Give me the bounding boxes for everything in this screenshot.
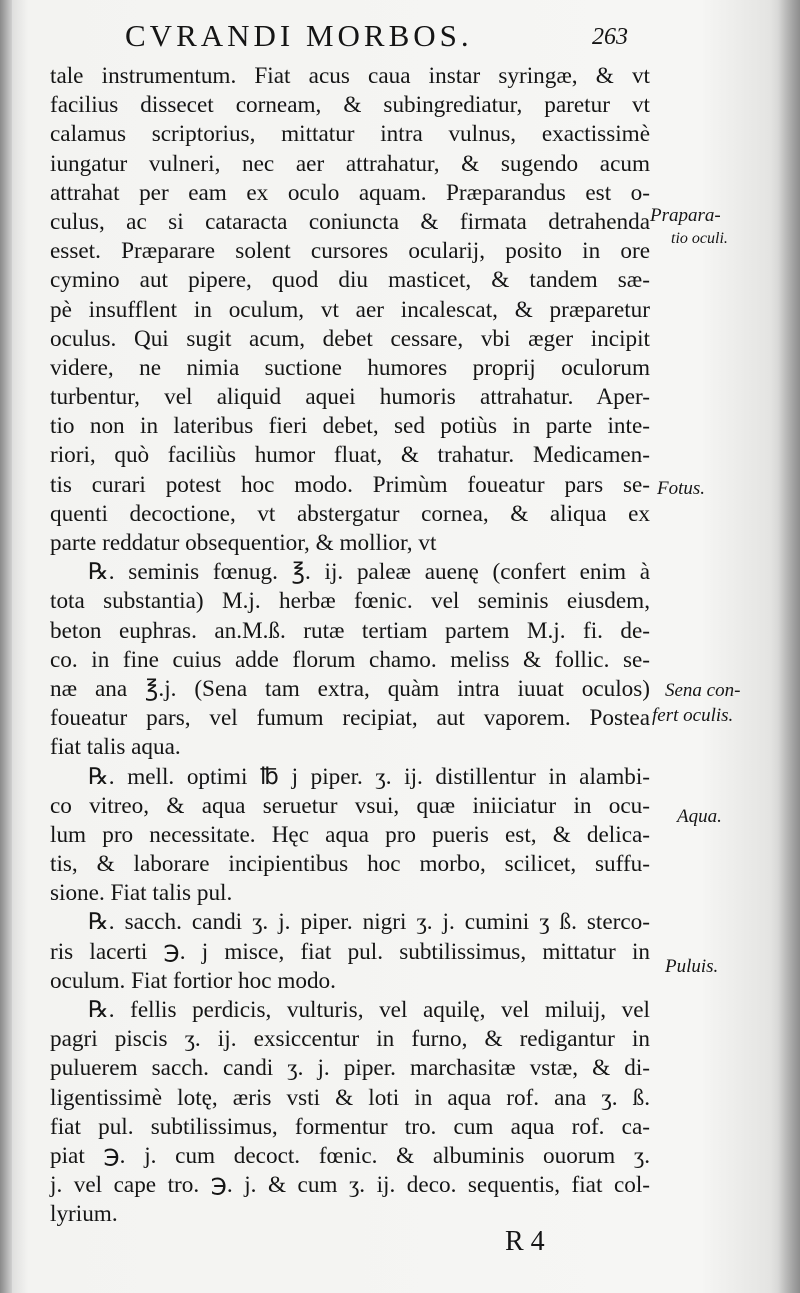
text-line: pè insufflent in oculum, vt aer incalescat, & præparetur <box>50 296 650 323</box>
recipe-line: ℞. seminis fœnug. ℥. ij. paleæ auenę (confert enim à <box>88 559 650 586</box>
text-line: co. in fine cuius adde florum chamo. meliss & follic. se- <box>50 646 650 673</box>
text-line: piat ℈. j. cum decoct. fœnic. & albuminis ouorum ʒ. <box>50 1142 650 1169</box>
text-line: tis, & laborare incipientibus hoc morbo, scilicet, suffu- <box>50 851 650 878</box>
text-line: quenti decoctione, vt abstergatur cornea, & aliqua ex <box>50 500 650 527</box>
text-line: puluerem sacch. candi ʒ. j. piper. marchasitæ vstæ, & di- <box>50 1055 650 1082</box>
page-edge-shadow <box>778 0 800 1293</box>
margin-note-aqua: Aqua. <box>677 806 722 827</box>
text-line: turbentur, vel aliquid aquei humoris attrahatur. Aper- <box>50 384 650 411</box>
page-header <box>0 18 800 58</box>
text-line: tis curari potest hoc modo. Primùm foueatur pars se- <box>50 471 650 498</box>
text-line: oculum. Fiat fortior hoc modo. <box>50 967 336 994</box>
text-line: pagri piscis ʒ. ij. exsiccentur in furno, & redigantur in <box>50 1026 650 1053</box>
page-gutter-shadow <box>0 0 12 1293</box>
text-line: tio non in lateribus fieri debet, sed potiùs in parte inte- <box>50 413 650 440</box>
page-number: 263 <box>592 24 628 50</box>
text-line: ris lacerti ℈. j misce, fiat pul. subtilissimus, mittatur in <box>50 938 650 965</box>
text-line: esset. Præparare solent cursores ocularij, posito in ore <box>50 238 650 265</box>
text-line: ligentissimè lotę, æris vsti & loti in aqua rof. ana ʒ. ß. <box>50 1084 650 1111</box>
text-line: riori, quò faciliùs humor fluat, & trahatur. Medicamen- <box>50 442 650 469</box>
text-line: culus, ac si cataracta coniuncta & firmata detrahenda <box>50 208 650 235</box>
recipe-line: ℞. fellis perdicis, vulturis, vel aquilę, vel miluij, vel <box>88 997 650 1023</box>
body-text <box>50 62 650 1230</box>
margin-note-sena-1: Sena con- <box>665 680 741 701</box>
text-line: attrahat per eam ex oculo aquam. Præparandus est o- <box>50 179 650 206</box>
text-line: facilius dissecet corneam, & subingrediatur, paretur vt <box>50 92 650 119</box>
text-line: tale instrumentum. Fiat acus caua instar syringæ, & vt <box>50 63 650 89</box>
text-line: fiat pul. subtilissimus, formentur tro. cum aqua rof. ca- <box>50 1113 650 1140</box>
text-line: tota substantia) M.j. herbæ fœnic. vel seminis eiusdem, <box>50 588 650 615</box>
margin-note-sena-2: fert oculis. <box>652 705 734 726</box>
text-line: fiat talis aqua. <box>50 734 181 761</box>
running-title: CVRANDI MORBOS. <box>125 18 473 53</box>
margin-note-puluis: Puluis. <box>665 956 719 977</box>
recipe-line: ℞. mell. optimi ℔ j piper. ʒ. ij. distillentur in alambi- <box>88 763 650 790</box>
text-line: lum pro necessitate. Hęc aqua pro pueris est, & delica- <box>50 821 650 848</box>
text-line: næ ana ℥.j. (Sena tam extra, quàm intra iuuat oculos) <box>50 675 650 702</box>
text-line: foueatur pars, vel fumum recipiat, aut vaporem. Postea <box>50 705 650 732</box>
text-line: sione. Fiat talis pul. <box>50 880 233 907</box>
recipe-line: ℞. sacch. candi ʒ. j. piper. nigri ʒ. j. cumini ʒ ß. sterco- <box>88 909 650 936</box>
text-line: j. vel cape tro. ℈. j. & cum ʒ. ij. deco. sequentis, fiat col- <box>50 1172 650 1199</box>
text-line: videre, ne nimia suctione humores proprij oculorum <box>50 354 650 381</box>
margin-note-fotus: Fotus. <box>657 478 706 499</box>
text-line: cymino aut pipere, quod diu masticet, & tandem sæ- <box>50 267 650 294</box>
text-line: parte reddatur obsequentior, & mollior, vt <box>50 530 437 556</box>
text-line: beton euphras. an.M.ß. rutæ tertiam partem M.j. fi. de- <box>50 617 650 644</box>
text-line: lyrium. <box>50 1201 118 1228</box>
text-line: co vitreo, & aqua seruetur vsui, quæ iniiciatur in ocu- <box>50 792 650 819</box>
signature-mark: R 4 <box>505 1226 545 1257</box>
margin-note-praeparatio-2: tio oculi. <box>671 230 728 247</box>
text-line: calamus scriptorius, mittatur intra vulnus, exactissimè <box>50 121 650 148</box>
margin-note-praeparatio-1: Prapara- <box>650 205 721 226</box>
text-line: oculus. Qui sugit acum, debet cessare, vbi æger incipit <box>50 325 650 352</box>
text-line: iungatur vulneri, nec aer attrahatur, & sugendo acum <box>50 150 650 177</box>
